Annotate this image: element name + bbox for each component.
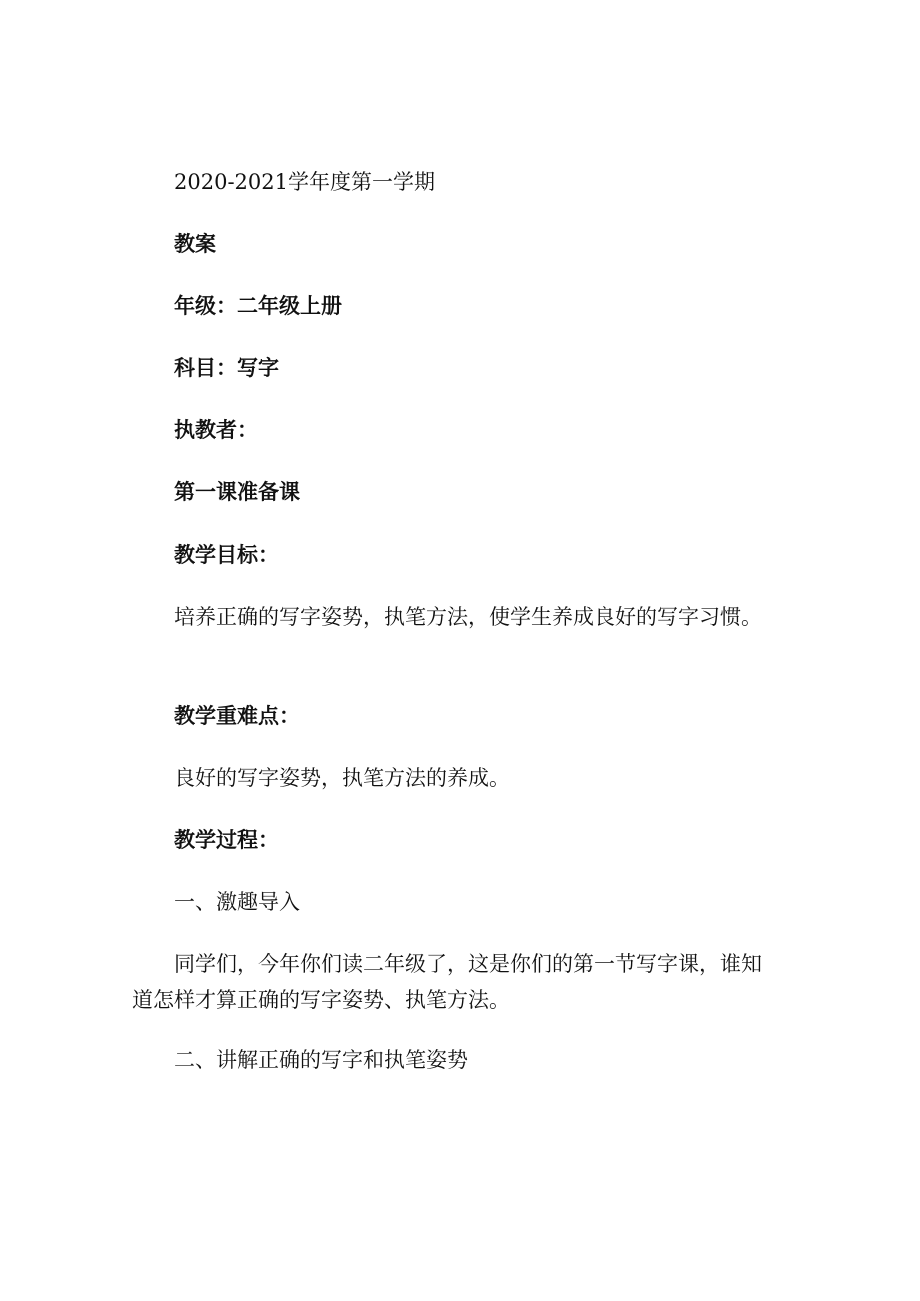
term-line: 2020-2021学年度第一学期 (174, 170, 435, 194)
teacher-line: 执教者： (174, 417, 258, 442)
key-points-text: 良好的写字姿势，执笔方法的养成。 (174, 766, 510, 790)
step1-title: 一、激趣导入 (174, 890, 300, 914)
subject-line: 科目：写字 (174, 355, 279, 380)
grade-line: 年级：二年级上册 (174, 293, 342, 318)
lesson-title: 第一课准备课 (174, 479, 300, 504)
key-points-heading: 教学重难点： (174, 703, 300, 728)
step1-paragraph: 同学们，今年你们读二年级了，这是你们的第一节写字课，谁知道怎样才算正确的写字姿势、执笔方法。 (132, 952, 762, 1012)
step2-title: 二、讲解正确的写字和执笔姿势 (174, 1048, 468, 1072)
goal-paragraph: 培养正确的写字姿势，执笔方法，使学生养成良好的写字习惯。 (174, 605, 762, 629)
process-heading: 教学过程： (174, 827, 279, 852)
doc-type-heading: 教案 (174, 231, 216, 256)
goal-heading: 教学目标： (174, 542, 279, 567)
